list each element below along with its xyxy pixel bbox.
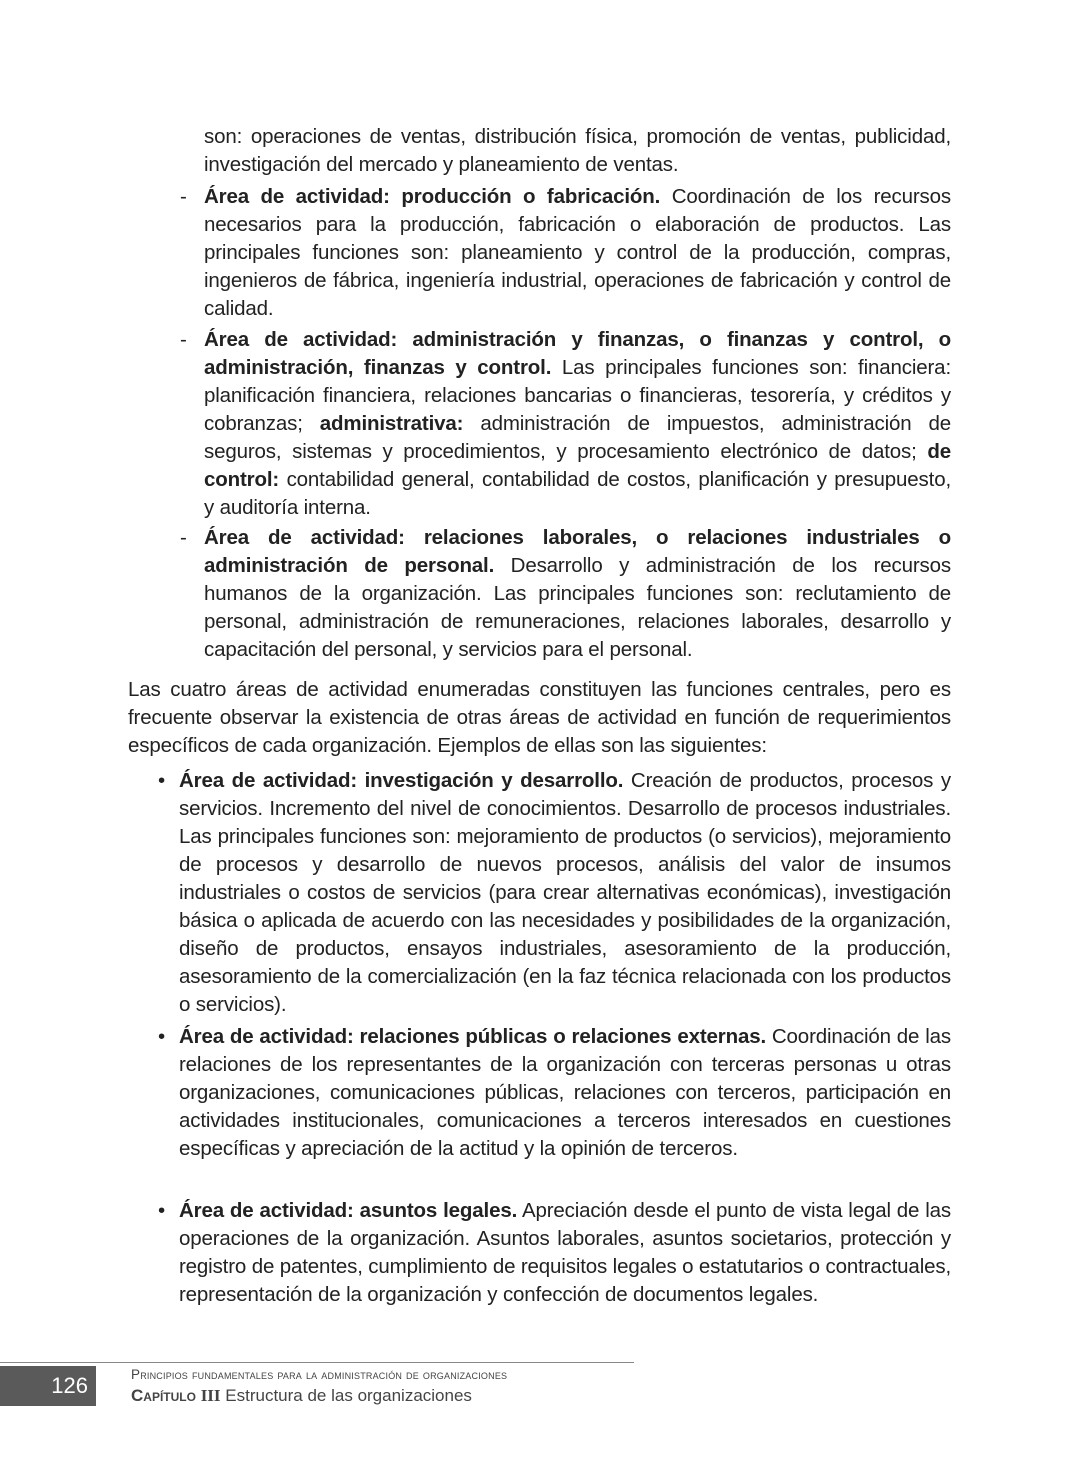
dash-marker: - bbox=[180, 328, 187, 351]
list-item-investigacion bbox=[179, 767, 951, 1019]
text-run: son: operaciones de ventas, distribución física, promoción de ventas, publicidad, investigación del mercado y planeamiento de ventas. bbox=[204, 125, 951, 176]
text-run: Las cuatro áreas de actividad enumeradas constituyen las funciones centrales, pero es frecuente observar la existencia de otras áreas de actividad en función de requerimientos específicos de cada organización. Ejemplos de ellas son las siguientes: bbox=[128, 678, 951, 757]
continuation-text bbox=[204, 123, 951, 179]
bold-text: de control: bbox=[204, 440, 951, 491]
bold-text: Área de actividad: investigación y desarrollo. bbox=[179, 769, 624, 792]
chapter-number: III bbox=[200, 1386, 221, 1405]
text-run: Coordinación de las relaciones de los representantes de la organización con terceras personas u otras organizaciones, comunicaciones públicas, relaciones con terceros, participación en actividades institucionales, comunicaciones a terceros interesados en cuestiones específicas y apreciación de la actitud y la opinión de terceros. bbox=[179, 1025, 951, 1160]
text-run: contabilidad general, contabilidad de costos, planificación y presupuesto, y auditoría interna. bbox=[204, 468, 951, 519]
list-item-asuntos-legales bbox=[179, 1197, 951, 1309]
bold-text: Área de actividad: relaciones públicas o relaciones externas. bbox=[179, 1025, 766, 1048]
bold-text: Área de actividad: asuntos legales. bbox=[179, 1199, 518, 1222]
book-title: Principios fundamentales para la administración de organizaciones bbox=[131, 1367, 508, 1382]
text-run: Desarrollo y administración de los recursos humanos de la organización. Las principales funciones son: reclutamiento de personal, administración de remuneraciones, relaciones laborales, desarrollo y capacitación del personal, y servicios para el personal. bbox=[204, 554, 951, 661]
page-number: 126 bbox=[0, 1366, 96, 1406]
bullet-marker: • bbox=[158, 1025, 166, 1048]
chapter-line bbox=[131, 1386, 472, 1406]
chapter-label: Capítulo bbox=[131, 1386, 196, 1405]
bullet-marker: • bbox=[158, 1199, 166, 1222]
bold-text: Área de actividad: administración y finanzas, o finanzas y control, o administración, finanzas y control. bbox=[204, 328, 951, 379]
text-run: Apreciación desde el punto de vista legal de las operaciones de la organización. Asuntos laborales, asuntos societarios, protección y registro de patentes, cumplimiento de requisitos legales o estatutarios o contractuales, representación de la organización y confección de documentos legales. bbox=[179, 1199, 951, 1306]
list-item-administracion-finanzas bbox=[204, 326, 951, 522]
dash-marker: - bbox=[180, 185, 187, 208]
text-run: Las principales funciones son: financiera: planificación financiera, relaciones bancarias o financieras, tesorería, y créditos y cobranzas; bbox=[204, 356, 951, 435]
bold-text: administrativa: bbox=[319, 412, 464, 435]
text-run: administración de impuestos, administración de seguros, sistemas y procedimientos, y procesamiento electrónico de datos; bbox=[204, 412, 952, 463]
text-run: Coordinación de los recursos necesarios para la producción, fabricación o elaboración de productos. Las principales funciones son: planeamiento y control de la producción, compras, ingenieros de fábrica, ingeniería industrial, operaciones de fabricación y control de calidad. bbox=[204, 185, 951, 320]
text-run: Creación de productos, procesos y servicios. Incremento del nivel de conocimientos. Desarrollo de procesos industriales. Las principales funciones son: mejoramiento de productos (o servicios), mejoramiento de procesos y desarrollo de nuevos procesos, análisis del valor de insumos industriales o costos de servicios (para crear alternativas económicas), investigación básica o aplicada de acuerdo con las necesidades y posibilidades de la organización, diseño de productos, ensayos industriales, asesoramiento de la producción, asesoramiento de la comercialización (en la faz técnica relacionada con los productos o servicios). bbox=[179, 769, 951, 1016]
list-item-relaciones-laborales bbox=[204, 524, 951, 664]
bullet-marker: • bbox=[158, 769, 166, 792]
bold-text: Área de actividad: producción o fabricación. bbox=[204, 185, 661, 208]
body-paragraph bbox=[128, 676, 951, 760]
chapter-title: Estructura de las organizaciones bbox=[225, 1386, 472, 1405]
dash-marker: - bbox=[180, 526, 187, 549]
list-item-relaciones-publicas bbox=[179, 1023, 951, 1163]
footer-rule bbox=[0, 1362, 634, 1363]
list-item-produccion bbox=[204, 183, 951, 323]
bold-text: Área de actividad: relaciones laborales, o relaciones industriales o administración de personal. bbox=[204, 526, 951, 577]
